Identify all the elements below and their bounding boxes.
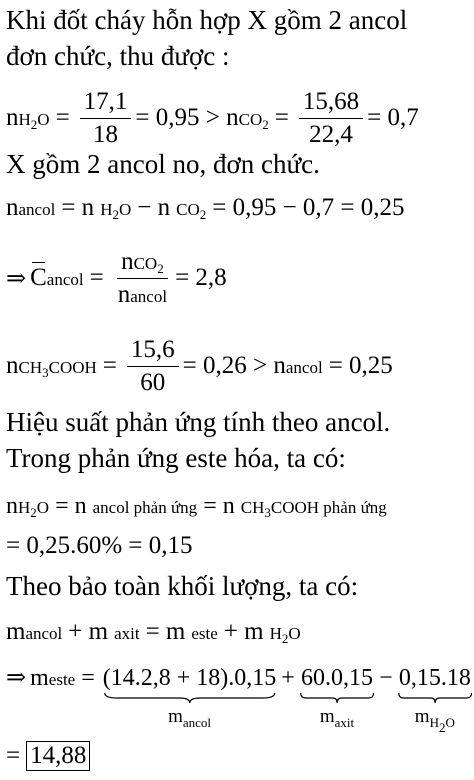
eq4-sub-cooh: COOH [48,358,97,377]
eq2-sub-o: O [118,200,132,219]
final-answer-line [6,736,90,776]
eq5-equals-2: = n [203,492,235,519]
eq3-fraction [114,248,171,309]
eq4-sub-ch: CH [18,358,43,377]
eq7-plus-m-2: + m [223,618,264,645]
intro-line-1: Khi đốt cháy hỗn hợp X gồm 2 ancol [6,5,408,35]
eq1-frac2-den: 22,4 [309,120,353,148]
label-3-sub-2: 2 [438,720,446,735]
eq1-sub-h: H [18,110,31,129]
eq1-result-2: = 0,7 [367,104,419,131]
eq1-result: = 0,95 > n [135,104,239,131]
eq5-sub-h: H [18,497,31,517]
label-3-m: m [414,706,430,727]
eq1-fraction [80,88,132,149]
eq2-sub-2: 2 [112,207,119,222]
eq1-n: n [6,104,19,131]
label-3-sub-o: O [445,715,455,730]
equation-c-ancol: ⇒ C ancol = n $CO_2$ n ancol = 2,8 [6,247,227,308]
eq2-sub-co-2: 2 [199,207,207,222]
eq1-sub-2: 2 [30,117,38,132]
eq4-result: = 0,26 > n [182,352,286,379]
eq8-term-1: (14.2,8 + 18).0,15 [102,665,277,691]
eq8-term-3: 0,15.18 [398,665,471,691]
eq2-sub-co: CO [176,200,200,219]
eq1-frac-num: 17,1 [80,88,132,119]
eq5-sub-3: 3 [264,504,271,520]
eq2-sub-h: H [100,200,113,219]
eq5-sub-o: O [36,497,50,517]
eq7-equals-m: = m [145,618,186,645]
eq3-equals: = [89,264,104,291]
eq8-term-2: 60.0,15 [300,665,373,691]
eq3-num-n: n [121,247,134,275]
equation-mol-h2o-co2 [6,80,419,156]
eq2-result: = 0,95 − 0,7 = 0,25 [212,194,405,221]
eq1-equals: = [55,104,70,131]
eq1-sub-o: O [37,110,50,129]
eq8-m: m [30,665,49,691]
eq5-equals-1: = n [55,492,87,519]
equation-n-phan-ung: n $H_2O$ = n ancol phản ứng = n $CH_3COOH$ phản ứng [6,492,387,520]
eq3-c-bar: C [30,264,47,291]
label-3-sub-h: H [429,715,439,730]
label-2-m: m [319,706,335,727]
eq1-frac-den: 18 [93,120,119,148]
equation-n-ch3cooh: n $CH_3COOH$ = $\frac{15,6}{60}$ = 0,26 > n ancol = 0,25 [6,335,393,396]
eq2-n: n [6,194,19,221]
statement-4: Theo bảo toàn khối lượng, ta có: [6,571,359,601]
eq6-text: = 0,25.60% = 0,15 [6,532,193,559]
eq4-frac-num: 15,6 [127,336,179,367]
equation-result-015 [6,524,193,568]
intro-line-2: đơn chức, thu được : [6,41,230,71]
eq4-frac-den: 60 [140,368,166,396]
equation-mass-balance: m ancol + m axit = m este + m $H_2O$ [6,618,301,646]
eq4-sub-3: 3 [42,365,49,380]
eq7-sub-o: O [288,624,301,643]
eq4-n: n [6,352,19,379]
eq5-sub-ch: CH [240,497,265,517]
statement-1: X gồm 2 ancol no, đơn chức. [6,149,320,179]
label-2-sub: axit [334,715,355,730]
label-1-sub: ancol [182,715,211,730]
brace-2 [300,692,374,704]
eq4-equals: = [102,352,117,379]
eq9-equals: = [6,742,21,769]
eq2-equals-n: = n [61,194,95,221]
brace-3 [398,692,472,704]
eq4-result-2: = 0,25 [328,352,393,379]
eq4-fraction [127,336,179,397]
eq7-sub-2: 2 [281,631,289,646]
eq7-plus-m: + m [68,618,109,645]
eq1-co2-sub: CO [238,110,263,129]
eq8-minus: − [379,665,393,691]
eq5-n: n [6,492,18,519]
underbrace-h2o [398,664,472,735]
eq3-num-sub-2: 2 [157,260,164,276]
final-answer-box: 14,88 [26,741,90,771]
eq1-frac2-num: 15,68 [299,88,363,119]
eq2-minus-n: − n [137,194,171,221]
eq1-co2-sub-2: 2 [262,117,269,132]
eq5-sub-cooh-pu: COOH phản ứng [270,497,387,517]
eq8-plus: + [281,665,295,691]
eq8-equals: = [81,665,95,691]
eq1-equals-2: = [274,104,289,131]
implies-arrow-2: ⇒ [6,665,27,691]
eq3-den-n: n [117,280,131,308]
eq7-m: m [6,618,26,645]
label-1-m: m [168,706,183,727]
equation-m-este: ⇒ m este = (14.2,8 + 18).0,15 $m_{ancol}$ + 60.0,15 $m_{axit}$ − 0,15.18 $m_{H_2O}$ [6,665,471,735]
statement-3: Trong phản ứng este hóa, ta có: [6,443,346,473]
eq5-sub-2: 2 [30,504,37,520]
brace-1 [103,692,277,704]
eq3-result: = 2,8 [175,264,227,291]
implies-arrow: ⇒ [6,265,27,292]
eq1-fraction-2 [299,88,363,149]
eq7-sub-h: H [269,624,282,643]
eq3-frac-num [117,248,168,279]
eq3-frac-den: n ancol [117,280,168,308]
eq3-num-sub: CO [133,253,158,273]
underbrace-ancol [103,664,277,728]
underbrace-axit [300,664,374,728]
statement-2: Hiệu suất phản ứng tính theo ancol. [6,407,391,437]
equation-n-ancol: n ancol = n $H_2O$ − n $CO_2$ = 0,95 − 0,7 = 0,25 [6,194,405,222]
